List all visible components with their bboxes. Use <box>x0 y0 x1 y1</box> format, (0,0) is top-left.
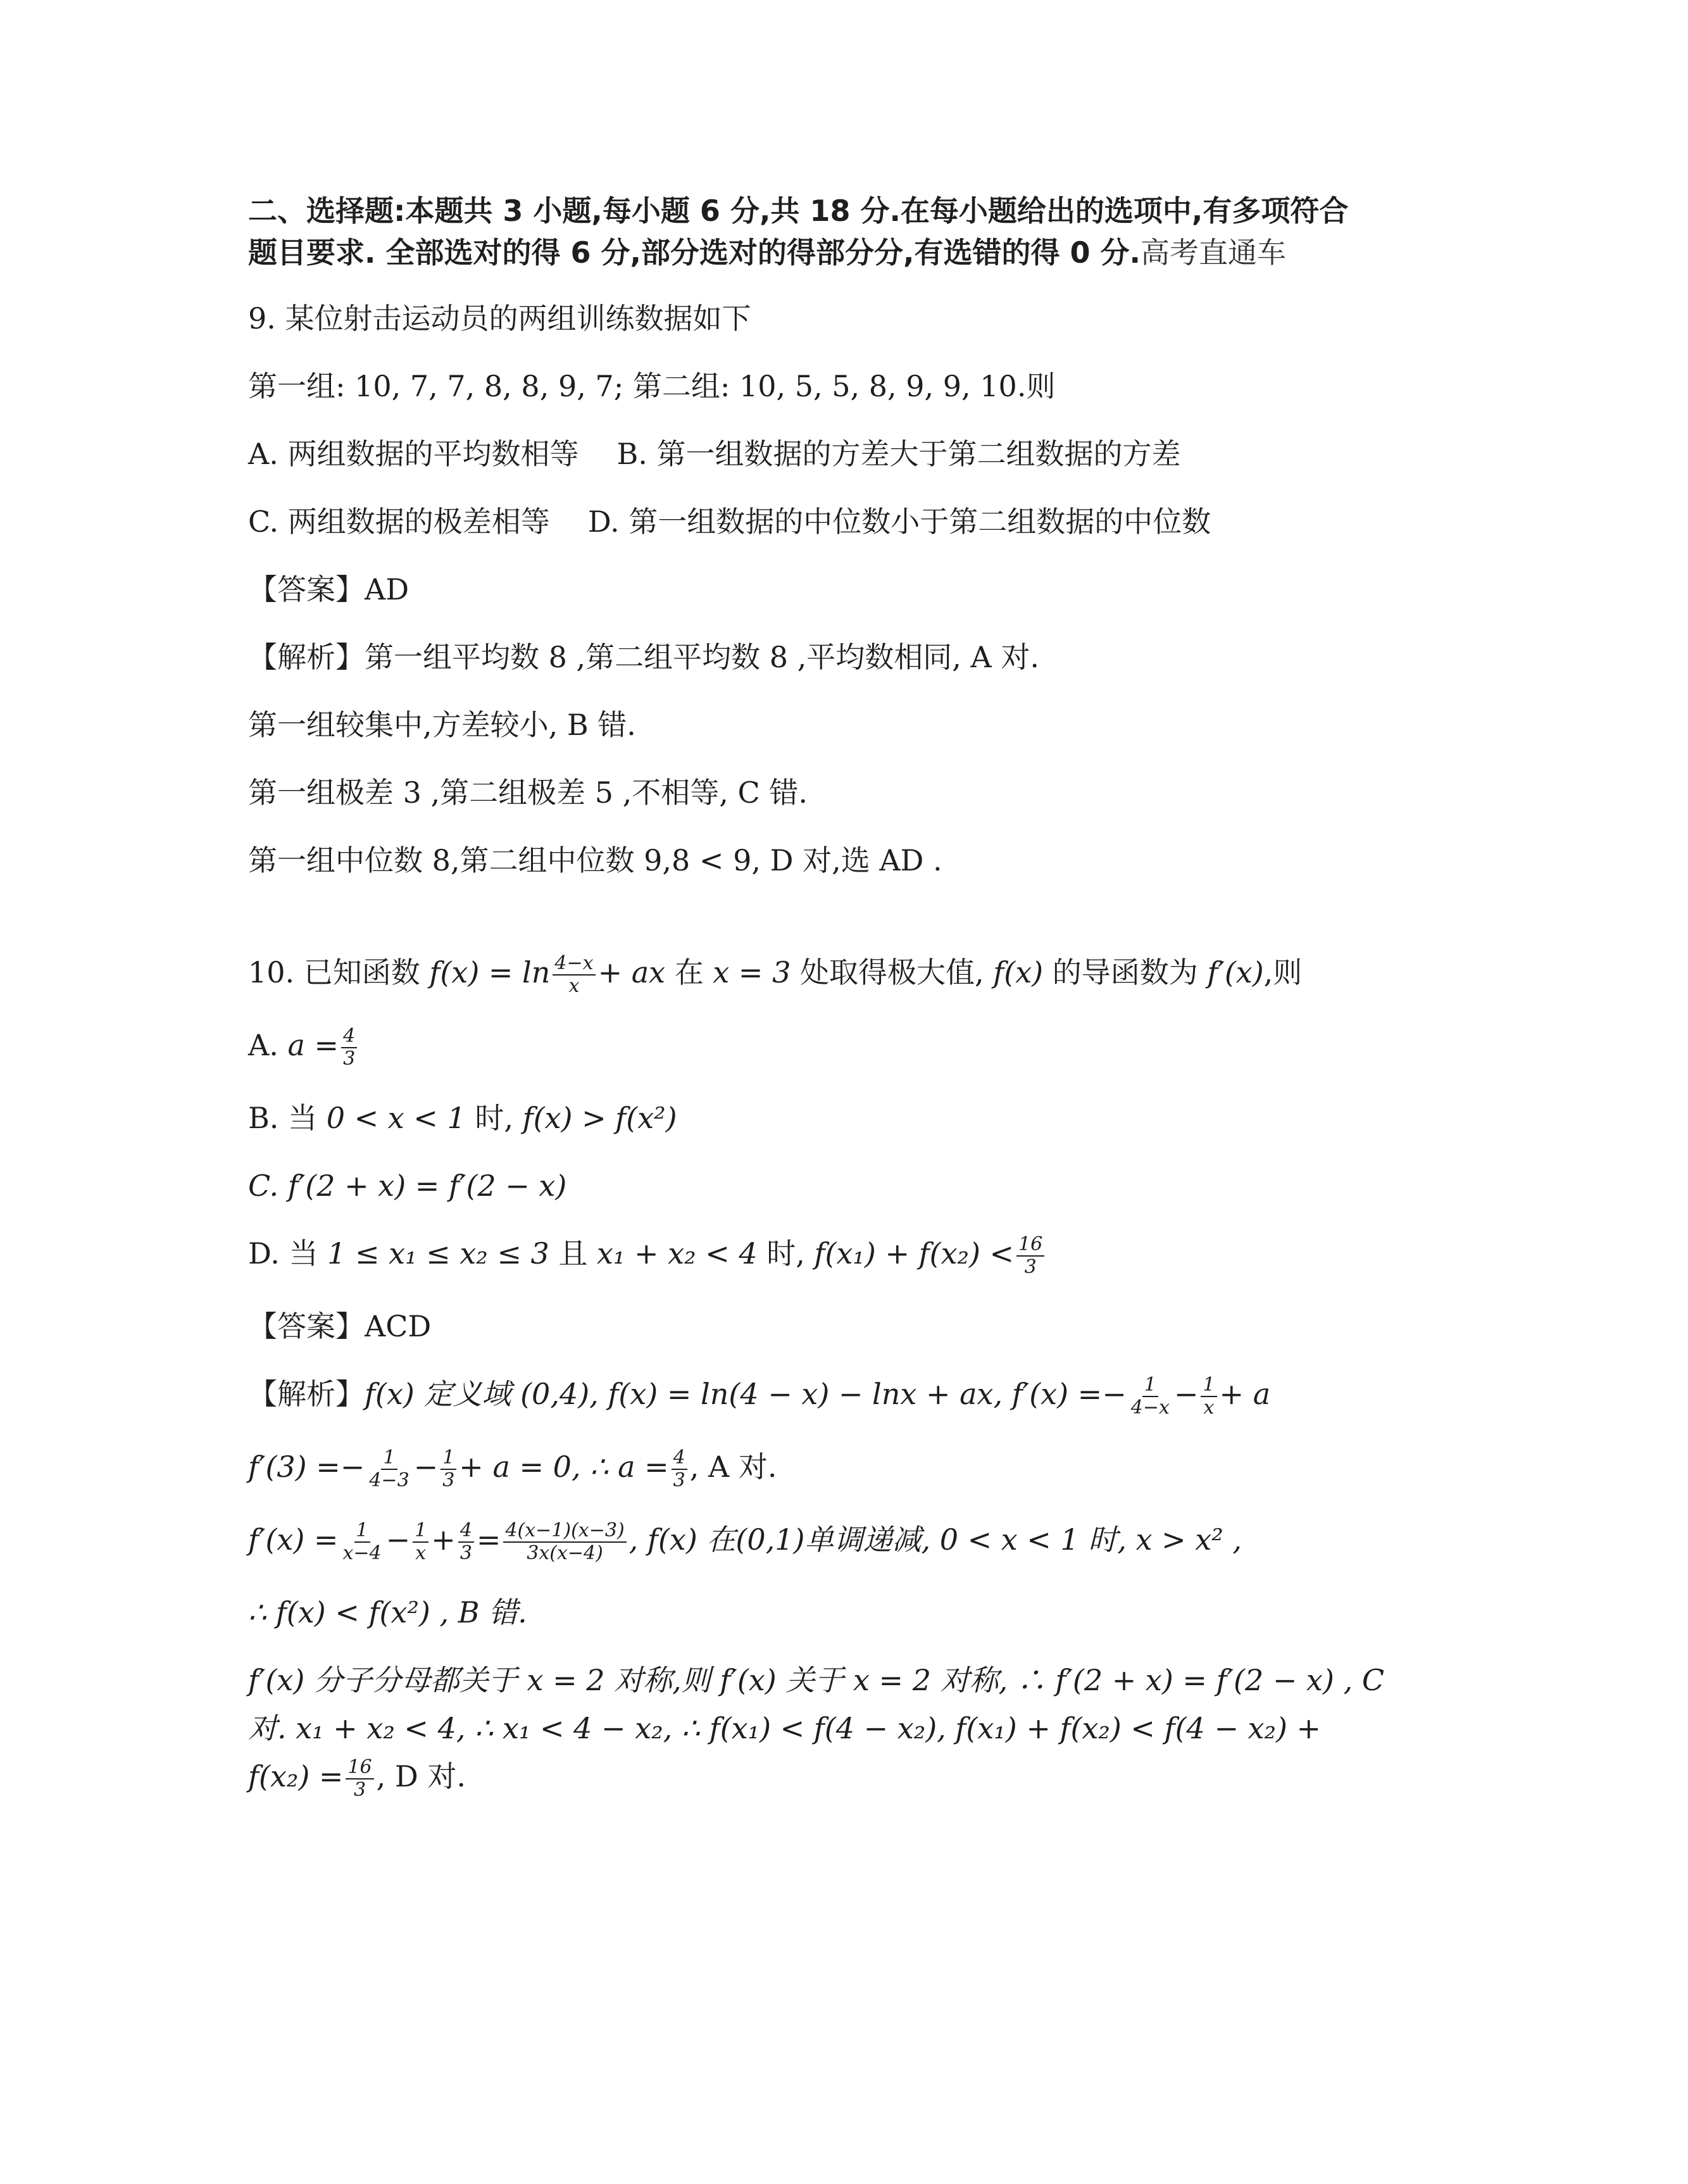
q9-options-cd <box>248 502 1451 541</box>
heading-line-2 <box>248 232 1451 273</box>
q10-analysis-5 <box>248 1660 1451 1801</box>
q10-analysis-1: 【解析】f(x) 定义域 (0,4), f(x) = ln(4 − x) − lnx + ax, f′(x) =− $\frac{1}{4-x}$ − $\frac{1}{x}$ + a <box>248 1374 1271 1419</box>
document-page <box>248 190 1451 1810</box>
q10-func-tail: + ax <box>597 955 666 989</box>
q10-analysis-4: ∴ f(x) < f(x²) , B 错. <box>248 1595 527 1629</box>
q9-analysis-4: 第一组中位数 8,第二组中位数 9,8 < 9, D 对,选 AD . <box>248 843 942 877</box>
q9-options-ab <box>248 434 1451 474</box>
q9-option-a: A. 两组数据的平均数相等 <box>248 437 579 471</box>
q9-data-line: 第一组: 10, 7, 7, 8, 8, 9, 7; 第二组: 10, 5, 5, 8, 9, 9, 10.则 <box>248 369 1056 403</box>
q10-analysis-2: f′(3) =− $\frac{1}{4-3}$ − $\frac{1}{3}$ + a = 0, ∴ a = $\frac{4}{3}$ , A 对. <box>248 1447 777 1491</box>
q9-analysis-3: 第一组极差 3 ,第二组极差 5 ,不相等, C 错. <box>248 775 808 810</box>
q9-analysis-1: 【解析】第一组平均数 8 ,第二组平均数 8 ,平均数相同, A 对. <box>248 640 1039 674</box>
q10-option-b: B. 当 0 < x < 1 时, f(x) > f(x²) <box>248 1101 677 1135</box>
q10-stem-prefix: 10. 已知函数 <box>248 955 420 989</box>
q10-analysis-3: f′(x) = $\frac{1}{x-4}$ − $\frac{1}{x}$ + $\frac{4}{3}$ = $\frac{4(x-1)(x-3)}{3x(x-4)}$ , f(x) 在(0,1)单调递减, 0 < x < 1 时, x > x² , <box>248 1519 1242 1564</box>
q10-answer: 【答案】ACD <box>248 1309 432 1343</box>
q10-stem-fraction: $\frac{4-x}{x}$ <box>553 953 595 997</box>
q10-analysis-5-line-1: f′(x) 分子分母都关于 x = 2 对称,则 f′(x) 关于 x = 2 对称, ∴ f′(2 + x) = f′(2 − x) , C <box>248 1663 1385 1697</box>
q9-analysis-2: 第一组较集中,方差较小, B 错. <box>248 708 636 742</box>
watermark-text: 高考直通车 <box>1141 235 1286 270</box>
q9-stem: 9. 某位射击运动员的两组训练数据如下 <box>248 301 751 336</box>
q10-option-c: C. f′(2 + x) = f′(2 − x) <box>248 1169 567 1203</box>
question-10 <box>248 953 1451 1801</box>
section-heading <box>248 190 1451 273</box>
heading-line-2-text: 题目要求. 全部选对的得 6 分,部分选对的得部分分,有选错的得 0 分. <box>248 235 1141 270</box>
q10-option-d: D. 当 1 ≤ x₁ ≤ x₂ ≤ 3 且 x₁ + x₂ < 4 时, f(x₁) + f(x₂) < $\frac{16}{3}$ <box>248 1234 1451 1278</box>
heading-line-1: 二、选择题:本题共 3 小题,每小题 6 分,共 18 分.在每小题给出的选项中,有多项符合 <box>248 194 1349 228</box>
q9-option-c: C. 两组数据的极差相等 <box>248 505 550 539</box>
q9-option-d: D. 第一组数据的中位数小于第二组数据的中位数 <box>587 505 1211 539</box>
q9-answer: 【答案】AD <box>248 572 409 606</box>
q10-func: f(x) = ln <box>429 955 551 989</box>
q10-stem: 10. 已知函数 f(x) = ln $\frac{4-x}{x}$ + ax 在 x = 3 处取得极大值, f(x) 的导函数为 f′(x),则 <box>248 952 1303 997</box>
q9-option-b: B. 第一组数据的方差大于第二组数据的方差 <box>616 437 1181 471</box>
q10-option-a: A. a = $\frac{4}{3}$ <box>248 1026 1451 1070</box>
q10-analysis-5-line-2: 对. x₁ + x₂ < 4, ∴ x₁ < 4 − x₂, ∴ f(x₁) < f(4 − x₂), f(x₁) + f(x₂) < f(4 − x₂) + <box>248 1711 1322 1745</box>
q10-analysis-5-line-3: f(x₂) = $\frac{16}{3}$ , D 对. <box>248 1756 466 1801</box>
question-9 <box>248 299 1451 880</box>
